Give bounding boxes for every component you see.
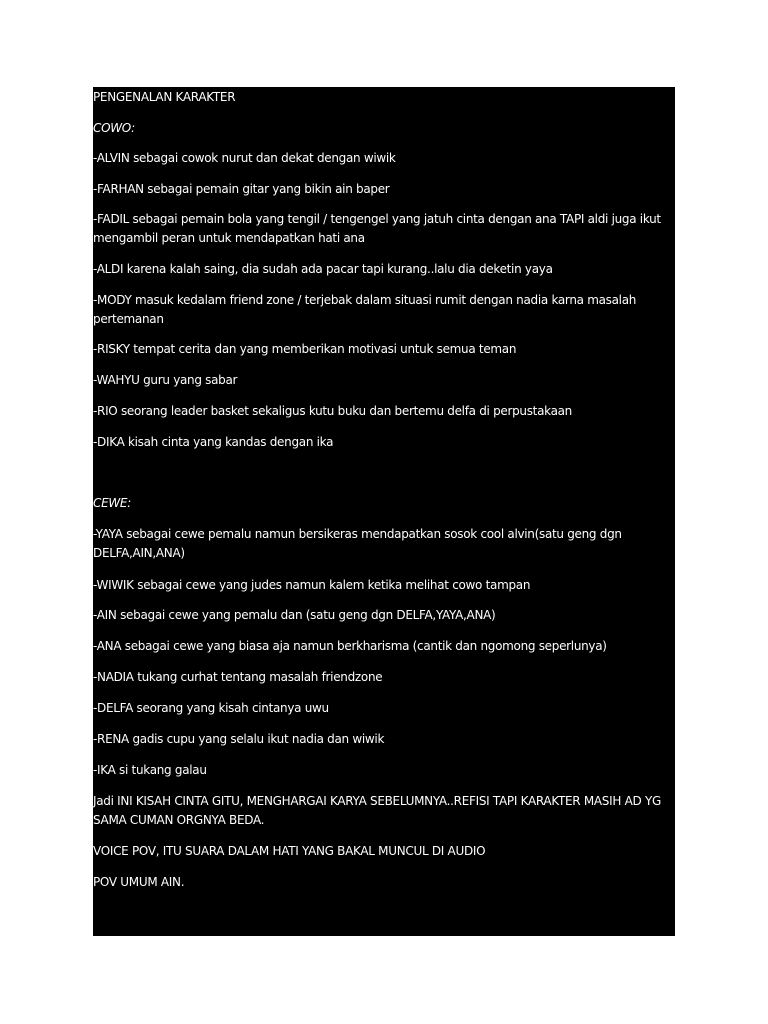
cewe-item: -WIWIK sebagai cewe yang judes namun kalem ketika melihat cowo tampan bbox=[93, 578, 531, 592]
cowo-item: -RISKY tempat cerita dan yang memberikan motivasi untuk semua teman bbox=[93, 342, 517, 356]
cowo-item: -ALVIN sebagai cowok nurut dan dekat dengan wiwik bbox=[93, 151, 396, 165]
closing-paragraph: VOICE POV, ITU SUARA DALAM HATI YANG BAKAL MUNCUL DI AUDIO bbox=[93, 844, 486, 858]
cewe-heading: CEWE: bbox=[93, 496, 131, 510]
document-title: PENGENALAN KARAKTER bbox=[93, 90, 236, 104]
cowo-item: -ALDI karena kalah saing, dia sudah ada pacar tapi kurang..lalu dia deketin yaya bbox=[93, 262, 553, 276]
cewe-item: -NADIA tukang curhat tentang masalah friendzone bbox=[93, 670, 383, 684]
cewe-item: -YAYA sebagai cewe pemalu namun bersikeras mendapatkan sosok cool alvin(satu geng dgn DELFA,AIN,ANA) bbox=[93, 527, 622, 560]
closing-paragraph: POV UMUM AIN. bbox=[93, 875, 185, 889]
cewe-item: -DELFA seorang yang kisah cintanya uwu bbox=[93, 701, 329, 715]
cewe-item: -ANA sebagai cewe yang biasa aja namun berkharisma (cantik dan ngomong seperlunya) bbox=[93, 639, 607, 653]
closing-paragraph: Jadi INI KISAH CINTA GITU, MENGHARGAI KARYA SEBELUMNYA..REFISI TAPI KARAKTER MASIH AD YG SAMA CUMAN ORGNYA BEDA. bbox=[93, 794, 661, 827]
cewe-item: -RENA gadis cupu yang selalu ikut nadia dan wiwik bbox=[93, 732, 385, 746]
cowo-item: -WAHYU guru yang sabar bbox=[93, 373, 238, 387]
cowo-item: -FARHAN sebagai pemain gitar yang bikin ain baper bbox=[93, 182, 390, 196]
cewe-item: -AIN sebagai cewe yang pemalu dan (satu geng dgn DELFA,YAYA,ANA) bbox=[93, 608, 496, 622]
cowo-heading: COWO: bbox=[93, 121, 135, 135]
cowo-item: -RIO seorang leader basket sekaligus kutu buku dan bertemu delfa di perpustakaan bbox=[93, 404, 572, 418]
cowo-item: -DIKA kisah cinta yang kandas dengan ika bbox=[93, 435, 334, 449]
cowo-item: -FADIL sebagai pemain bola yang tengil / tengengel yang jatuh cinta dengan ana TAPI aldi juga ikut mengambil peran untuk mendapatkan hati ana bbox=[93, 212, 661, 245]
cowo-item: -MODY masuk kedalam friend zone / terjebak dalam situasi rumit dengan nadia karna masalah pertemanan bbox=[93, 293, 637, 326]
document-page bbox=[93, 87, 675, 936]
cewe-item: -IKA si tukang galau bbox=[93, 763, 207, 777]
